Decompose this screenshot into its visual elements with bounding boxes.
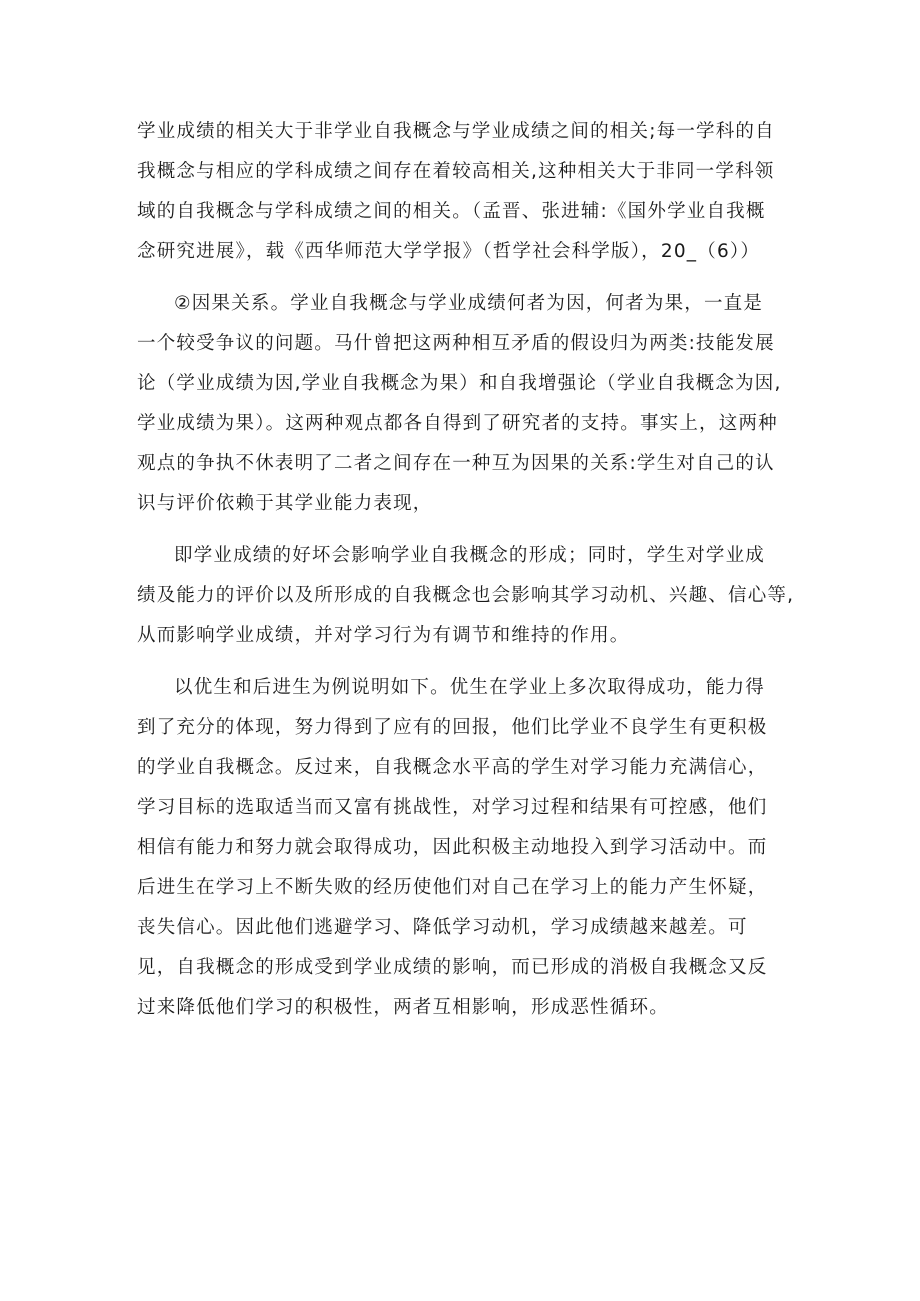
text-line: 以优生和后进生为例说明如下。优生在学业上多次取得成功，能力得 (174, 677, 766, 698)
paragraph-spacer (137, 524, 797, 536)
paragraph-1 (137, 112, 797, 272)
text-line: 相信有能力和努力就会取得成功，因此积极主动地投入到学习活动中。而 (137, 837, 768, 858)
text-line: 学业成绩为果）。这两种观点都各自得到了研究者的支持。事实上，这两种 (137, 413, 778, 434)
paragraph-2 (137, 284, 797, 524)
paragraph-3 (137, 536, 797, 656)
paragraph-spacer (137, 272, 797, 284)
text-line: 学业成绩的相关大于非学业自我概念与学业成绩之间的相关;每一学科的自 (137, 121, 775, 142)
text-line: 的学业自我概念。反过来，自我概念水平高的学生对学习能力充满信心， (137, 757, 768, 778)
text-line: 绩及能力的评价以及所形成的自我概念也会影响其学习动机、兴趣、信心等, (137, 585, 795, 606)
paragraph-4 (137, 668, 797, 1028)
text-line: 过来降低他们学习的积极性，两者互相影响，形成恶性循环。 (137, 997, 669, 1018)
text-line: 丧失信心。因此他们逃避学习、降低学习动机，学习成绩越来越差。可 (137, 917, 748, 938)
text-line: 我概念与相应的学科成绩之间存在着较高相关,这种相关大于非同一学科领 (137, 161, 775, 182)
text-line: 即学业成绩的好坏会影响学业自我概念的形成；同时，学生对学业成 (174, 545, 766, 566)
paragraph-spacer (137, 656, 797, 668)
text-line: ②因果关系。学业自我概念与学业成绩何者为因，何者为果，一直是 (174, 293, 764, 314)
text-line: 到了充分的体现，努力得到了应有的回报，他们比学业不良学生有更积极 (137, 717, 768, 738)
text-line: 从而影响学业成绩，并对学习行为有调节和维持的作用。 (137, 625, 630, 646)
text-line: 识与评价依赖于其学业能力表现， (137, 493, 433, 514)
document-body (137, 112, 797, 1028)
text-line: 见，自我概念的形成受到学业成绩的影响，而已形成的消极自我概念又反 (137, 957, 768, 978)
text-line: 后进生在学习上不断失败的经历使他们对自己在学习上的能力产生怀疑， (137, 877, 768, 898)
text-line: 念研究进展》，载《西华师范大学学报》（哲学社会科学版），20_（6）） (137, 241, 761, 262)
text-line: 论（学业成绩为因,学业自我概念为果）和自我增强论（学业自我概念为因, (137, 373, 782, 394)
text-line: 观点的争执不休表明了二者之间存在一种互为因果的关系:学生对自己的认 (137, 453, 775, 474)
text-line: 学习目标的选取适当而又富有挑战性，对学习过程和结果有可控感，他们 (137, 797, 768, 818)
text-line: 一个较受争议的问题。马什曾把这两种相互矛盾的假设归为两类:技能发展 (137, 333, 775, 354)
text-line: 域的自我概念与学科成绩之间的相关。（孟晋、张进辅:《国外学业自我概 (137, 201, 766, 222)
